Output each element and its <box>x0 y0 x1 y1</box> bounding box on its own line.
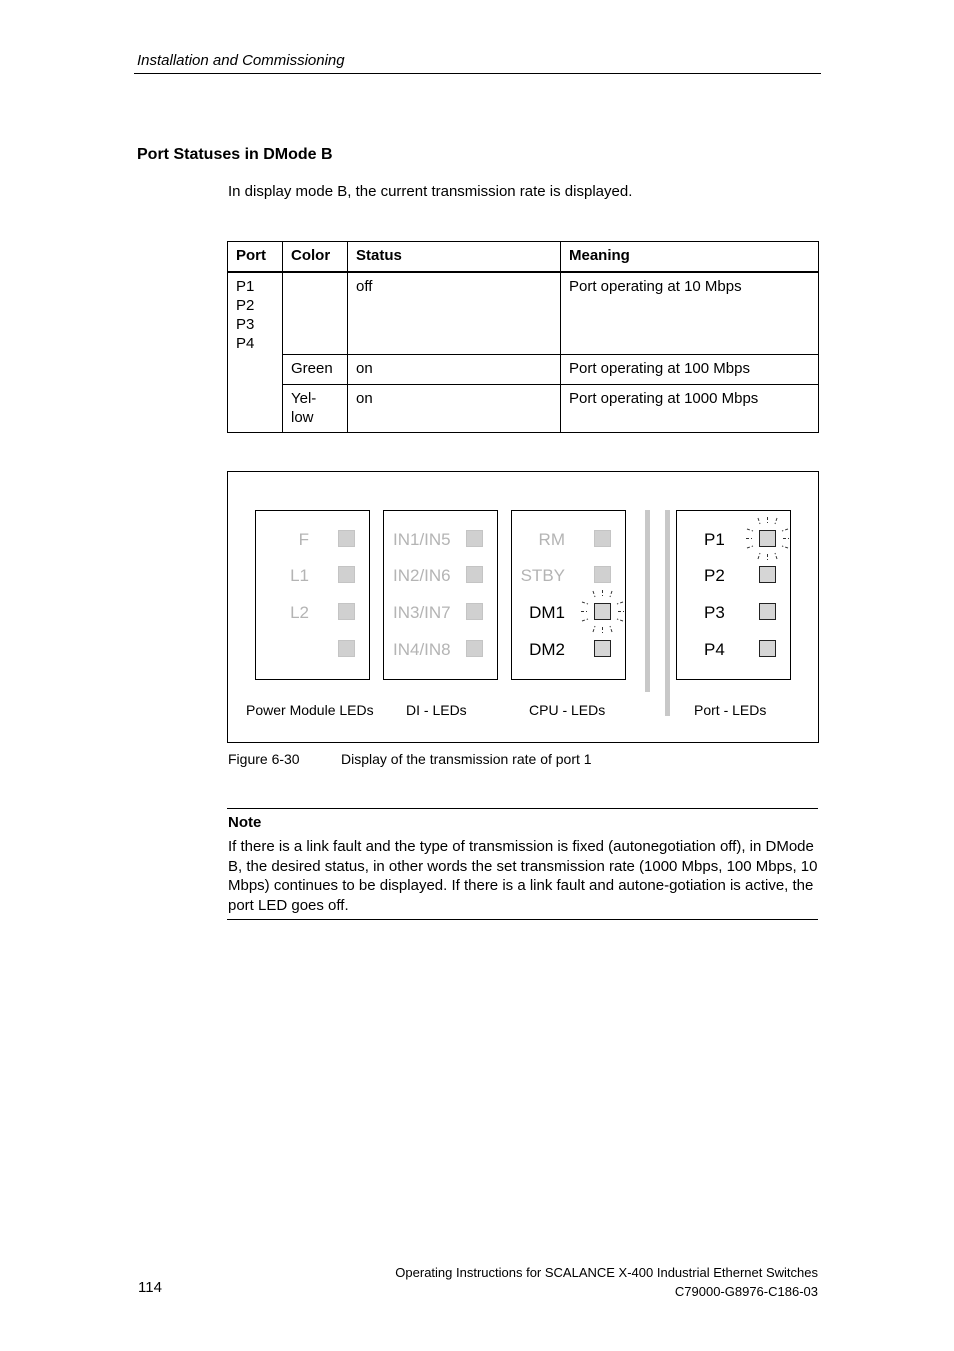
header-port: Port <box>228 242 283 273</box>
port-status-table <box>227 241 819 433</box>
header-status: Status <box>348 242 561 273</box>
color-cell: Green <box>283 355 348 385</box>
led-f <box>338 530 355 547</box>
meaning-cell: Port operating at 10 Mbps <box>561 272 819 355</box>
color-cell <box>283 272 348 355</box>
footer <box>395 1263 818 1301</box>
page-number: 114 <box>138 1279 162 1296</box>
di-led-panel <box>383 510 498 680</box>
led-stby <box>594 566 611 583</box>
caption-di: DI - LEDs <box>406 702 467 718</box>
led-in3-in7 <box>466 603 483 620</box>
section-title: Port Statuses in DMode B <box>137 146 333 163</box>
header-color: Color <box>283 242 348 273</box>
meaning-cell: Port operating at 100 Mbps <box>561 355 819 385</box>
table-row <box>228 385 819 433</box>
caption-power-module: Power Module LEDs <box>246 702 374 718</box>
power-module-led-panel <box>255 510 370 680</box>
caption-cpu: CPU - LEDs <box>529 702 606 718</box>
led-label-dm1: DM1 <box>529 603 565 622</box>
port-name: P2 <box>236 297 255 314</box>
led-label-in3-in7: IN3/IN7 <box>393 603 451 622</box>
status-cell: off <box>348 272 561 355</box>
led-label-dm2: DM2 <box>529 640 565 659</box>
led-label-l2: L2 <box>290 603 309 622</box>
led-label-p3: P3 <box>704 603 725 622</box>
led-label-l1: L1 <box>290 566 309 585</box>
color-cell: Yel- low <box>283 385 348 433</box>
note-top-rule <box>227 808 818 809</box>
led-label-in4-in8: IN4/IN8 <box>393 640 451 659</box>
led-l1 <box>338 566 355 583</box>
led-label-p1: P1 <box>704 530 725 549</box>
separator-bar <box>645 510 650 692</box>
footer-doc-title: Operating Instructions for SCALANCE X-400 Industrial Ethernet Switches <box>395 1265 818 1280</box>
footer-doc-number: C79000-G8976-C186-03 <box>674 1284 818 1299</box>
status-cell: on <box>348 355 561 385</box>
led-label-stby: STBY <box>520 566 565 585</box>
meaning-cell: Port operating at 1000 Mbps <box>561 385 819 433</box>
led-rm <box>594 530 611 547</box>
port-led-panel <box>676 510 791 680</box>
led-in2-in6 <box>466 566 483 583</box>
led-label-in1-in5: IN1/IN5 <box>393 530 451 549</box>
led-dm2 <box>594 640 611 657</box>
note-body: If there is a link fault and the type of transmission is fixed (autonegotiation off), in DMode B, the desired status, in other words the set transmission rate (1000 Mbps, 100 Mbps, 10 Mbps) continues to be displayed. If there is a link fault and autone-gotiation is active, the port LED goes off. <box>228 838 818 914</box>
led-display-figure <box>227 471 819 743</box>
led-p3 <box>759 603 776 620</box>
port-name: P1 <box>236 278 255 295</box>
led-dm1 <box>594 603 611 620</box>
led-p1 <box>759 530 776 547</box>
table-row <box>228 355 819 385</box>
caption-port: Port - LEDs <box>694 702 767 718</box>
note-title: Note <box>228 814 262 831</box>
led-in1-in5 <box>466 530 483 547</box>
status-cell: on <box>348 385 561 433</box>
cpu-led-panel <box>511 510 626 680</box>
table-header-row <box>228 242 819 273</box>
led-unlabeled <box>338 640 355 657</box>
port-list-cell <box>228 272 283 433</box>
led-label-rm: RM <box>538 530 565 549</box>
table-row <box>228 272 819 355</box>
led-in4-in8 <box>466 640 483 657</box>
header-meaning: Meaning <box>561 242 819 273</box>
led-p4 <box>759 640 776 657</box>
separator-bar <box>665 510 670 716</box>
port-name: P4 <box>236 335 255 352</box>
figure-number: Figure 6-30 <box>228 751 300 767</box>
note-bottom-rule <box>227 919 818 920</box>
led-label-f: F <box>298 530 309 549</box>
led-label-p2: P2 <box>704 566 725 585</box>
port-name: P3 <box>236 316 255 333</box>
led-l2 <box>338 603 355 620</box>
figure-caption: Display of the transmission rate of port 1 <box>341 751 592 767</box>
running-header: Installation and Commissioning <box>137 52 345 69</box>
led-p2 <box>759 566 776 583</box>
intro-paragraph: In display mode B, the current transmission rate is displayed. <box>228 183 633 200</box>
led-label-p4: P4 <box>704 640 725 659</box>
led-label-in2-in6: IN2/IN6 <box>393 566 451 585</box>
header-rule <box>134 73 821 74</box>
